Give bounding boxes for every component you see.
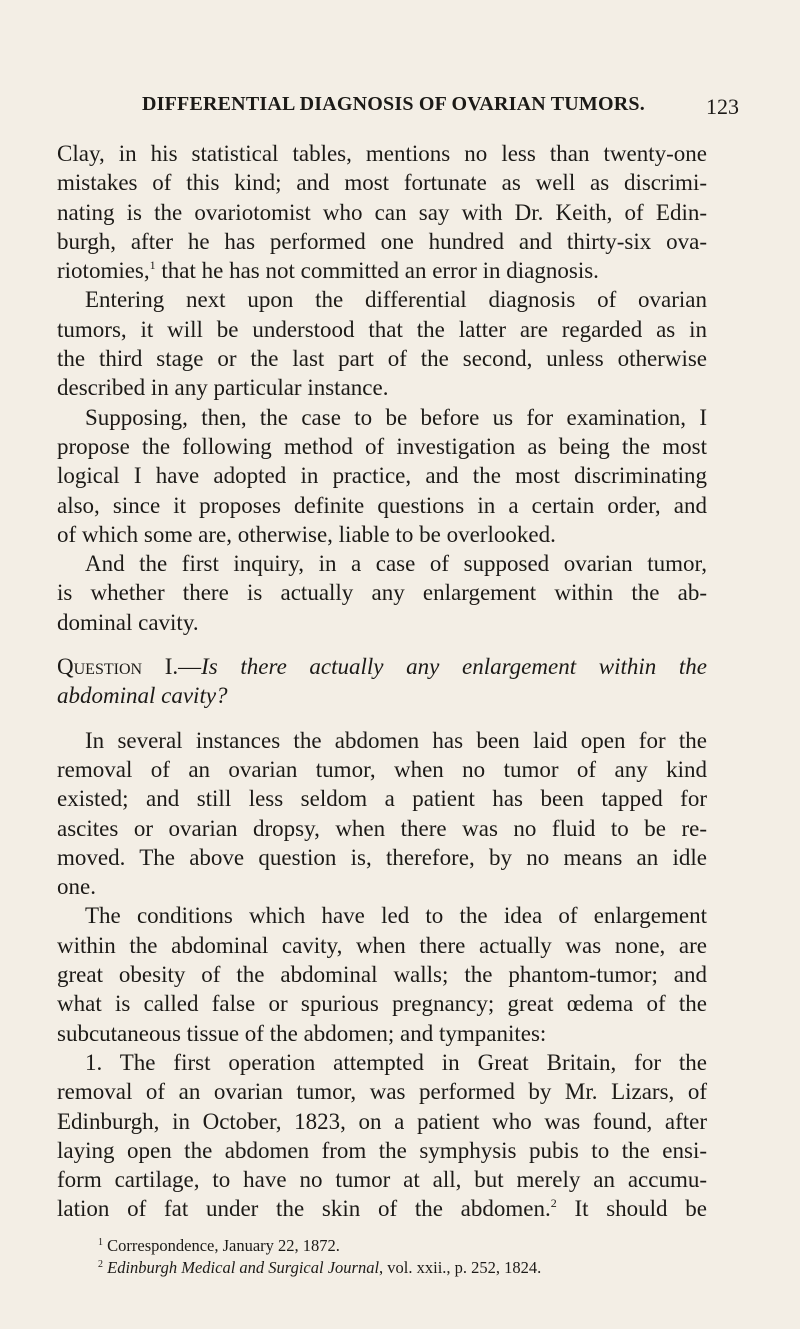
text-fragment: It should be (556, 1196, 707, 1222)
text-line: The conditions which have led to the idea of enlargement (85, 903, 707, 929)
text-line: Supposing, then, the case to be before us for examination, I (85, 404, 707, 430)
body-text (57, 139, 707, 1224)
text-line: also, since it proposes definite questions in a certain order, and (57, 492, 707, 518)
text-fragment: that he has not committed an error in diagnosis. (155, 258, 599, 284)
text-line: great obesity of the abdominal walls; the phantom-tumor; and (57, 962, 707, 988)
text-line: Clay, in his statistical tables, mentions no less than twenty-one (57, 141, 707, 166)
text-line: described in any particular instance. (57, 375, 389, 401)
question-label: Question (57, 654, 143, 680)
text-line: logical I have adopted in practice, and the most discriminating (57, 463, 707, 489)
footnote-text: Correspondence, January 22, 1872. (107, 1236, 340, 1255)
footnotes (98, 1235, 718, 1279)
text-line: Entering next upon the differential diagnosis of ovarian (85, 287, 707, 313)
section-gap (57, 711, 707, 726)
footnote-text: , vol. xxii., p. 252, 1824. (379, 1258, 542, 1277)
text-line: abdominal cavity? (57, 683, 228, 709)
text-line: is whether there is actually any enlargement within the ab- (57, 580, 707, 606)
text-line: removal of an ovarian tumor, when no tumor of any kind (57, 756, 707, 782)
text-line: Edinburgh, in October, 1823, on a patient who was found, after (57, 1108, 707, 1134)
text-line: tumors, it will be understood that the latter are regarded as in (57, 316, 707, 342)
footnote-journal: Edinburgh Medical and Surgical Journal (107, 1258, 380, 1277)
text-line: moved. The above question is, therefore, by no means an idle (57, 844, 707, 870)
footnote (98, 1257, 718, 1279)
page-number: 123 (706, 94, 739, 119)
text-line: what is called false or spurious pregnancy; great œdema of the (57, 991, 707, 1017)
text-fragment: riotomies, (57, 258, 150, 284)
footnote-mark: 1 (98, 1237, 103, 1248)
text-line: propose the following method of investigation as being the most (57, 433, 707, 459)
text-line: nating is the ovariotomist who can say with Dr. Keith, of Edin- (57, 199, 707, 225)
text-line: 1. The first operation attempted in Great Britain, for the (85, 1049, 707, 1075)
paragraph (57, 901, 707, 1047)
footnote-ref: 2 (550, 1196, 557, 1211)
text-line: ascites or ovarian dropsy, when there was no fluid to be re- (57, 815, 707, 841)
question-heading (57, 652, 707, 711)
text-line (57, 652, 707, 681)
text-line: removal of an ovarian tumor, was performed by Mr. Lizars, of (57, 1079, 707, 1105)
text-line: one. (57, 874, 96, 900)
text-line: mistakes of this kind; and most fortunate as well as discrimi- (57, 170, 707, 196)
paragraph (57, 1048, 707, 1224)
paragraph (57, 726, 707, 902)
paragraph (57, 403, 707, 549)
paragraph (57, 139, 707, 285)
paragraph (57, 549, 707, 637)
text-line: dominal cavity. (57, 609, 199, 635)
footnote (98, 1235, 718, 1257)
footnote-ref: 1 (149, 258, 156, 273)
paragraph (57, 285, 707, 402)
question-number: I.— (142, 654, 202, 680)
text-line (57, 1194, 707, 1223)
page-header (0, 93, 800, 123)
text-line: In several instances the abdomen has been laid open for the (85, 727, 707, 753)
footnote-mark: 2 (98, 1259, 103, 1270)
text-line: subcutaneous tissue of the abdomen; and tympanites: (57, 1020, 547, 1046)
text-line: existed; and still less seldom a patient has been tapped for (57, 786, 707, 812)
text-fragment: lation of fat under the skin of the abdomen. (57, 1196, 551, 1222)
text-line: And the first inquiry, in a case of supposed ovarian tumor, (85, 551, 707, 577)
question-text: Is there actually any enlargement within the (201, 654, 707, 680)
text-line (57, 256, 707, 285)
text-line: laying open the abdomen from the symphysis pubis to the ensi- (57, 1137, 707, 1163)
text-line: form cartilage, to have no tumor at all, but merely an accumu- (57, 1167, 707, 1193)
running-head: DIFFERENTIAL DIAGNOSIS OF OVARIAN TUMORS. (142, 93, 645, 115)
text-line: within the abdominal cavity, when there actually was none, are (57, 932, 707, 958)
text-line: the third stage or the last part of the second, unless otherwise (57, 346, 707, 372)
text-line: burgh, after he has performed one hundred and thirty-six ova- (57, 228, 707, 254)
text-line: of which some are, otherwise, liable to be overlooked. (57, 521, 556, 547)
section-gap (57, 637, 707, 652)
